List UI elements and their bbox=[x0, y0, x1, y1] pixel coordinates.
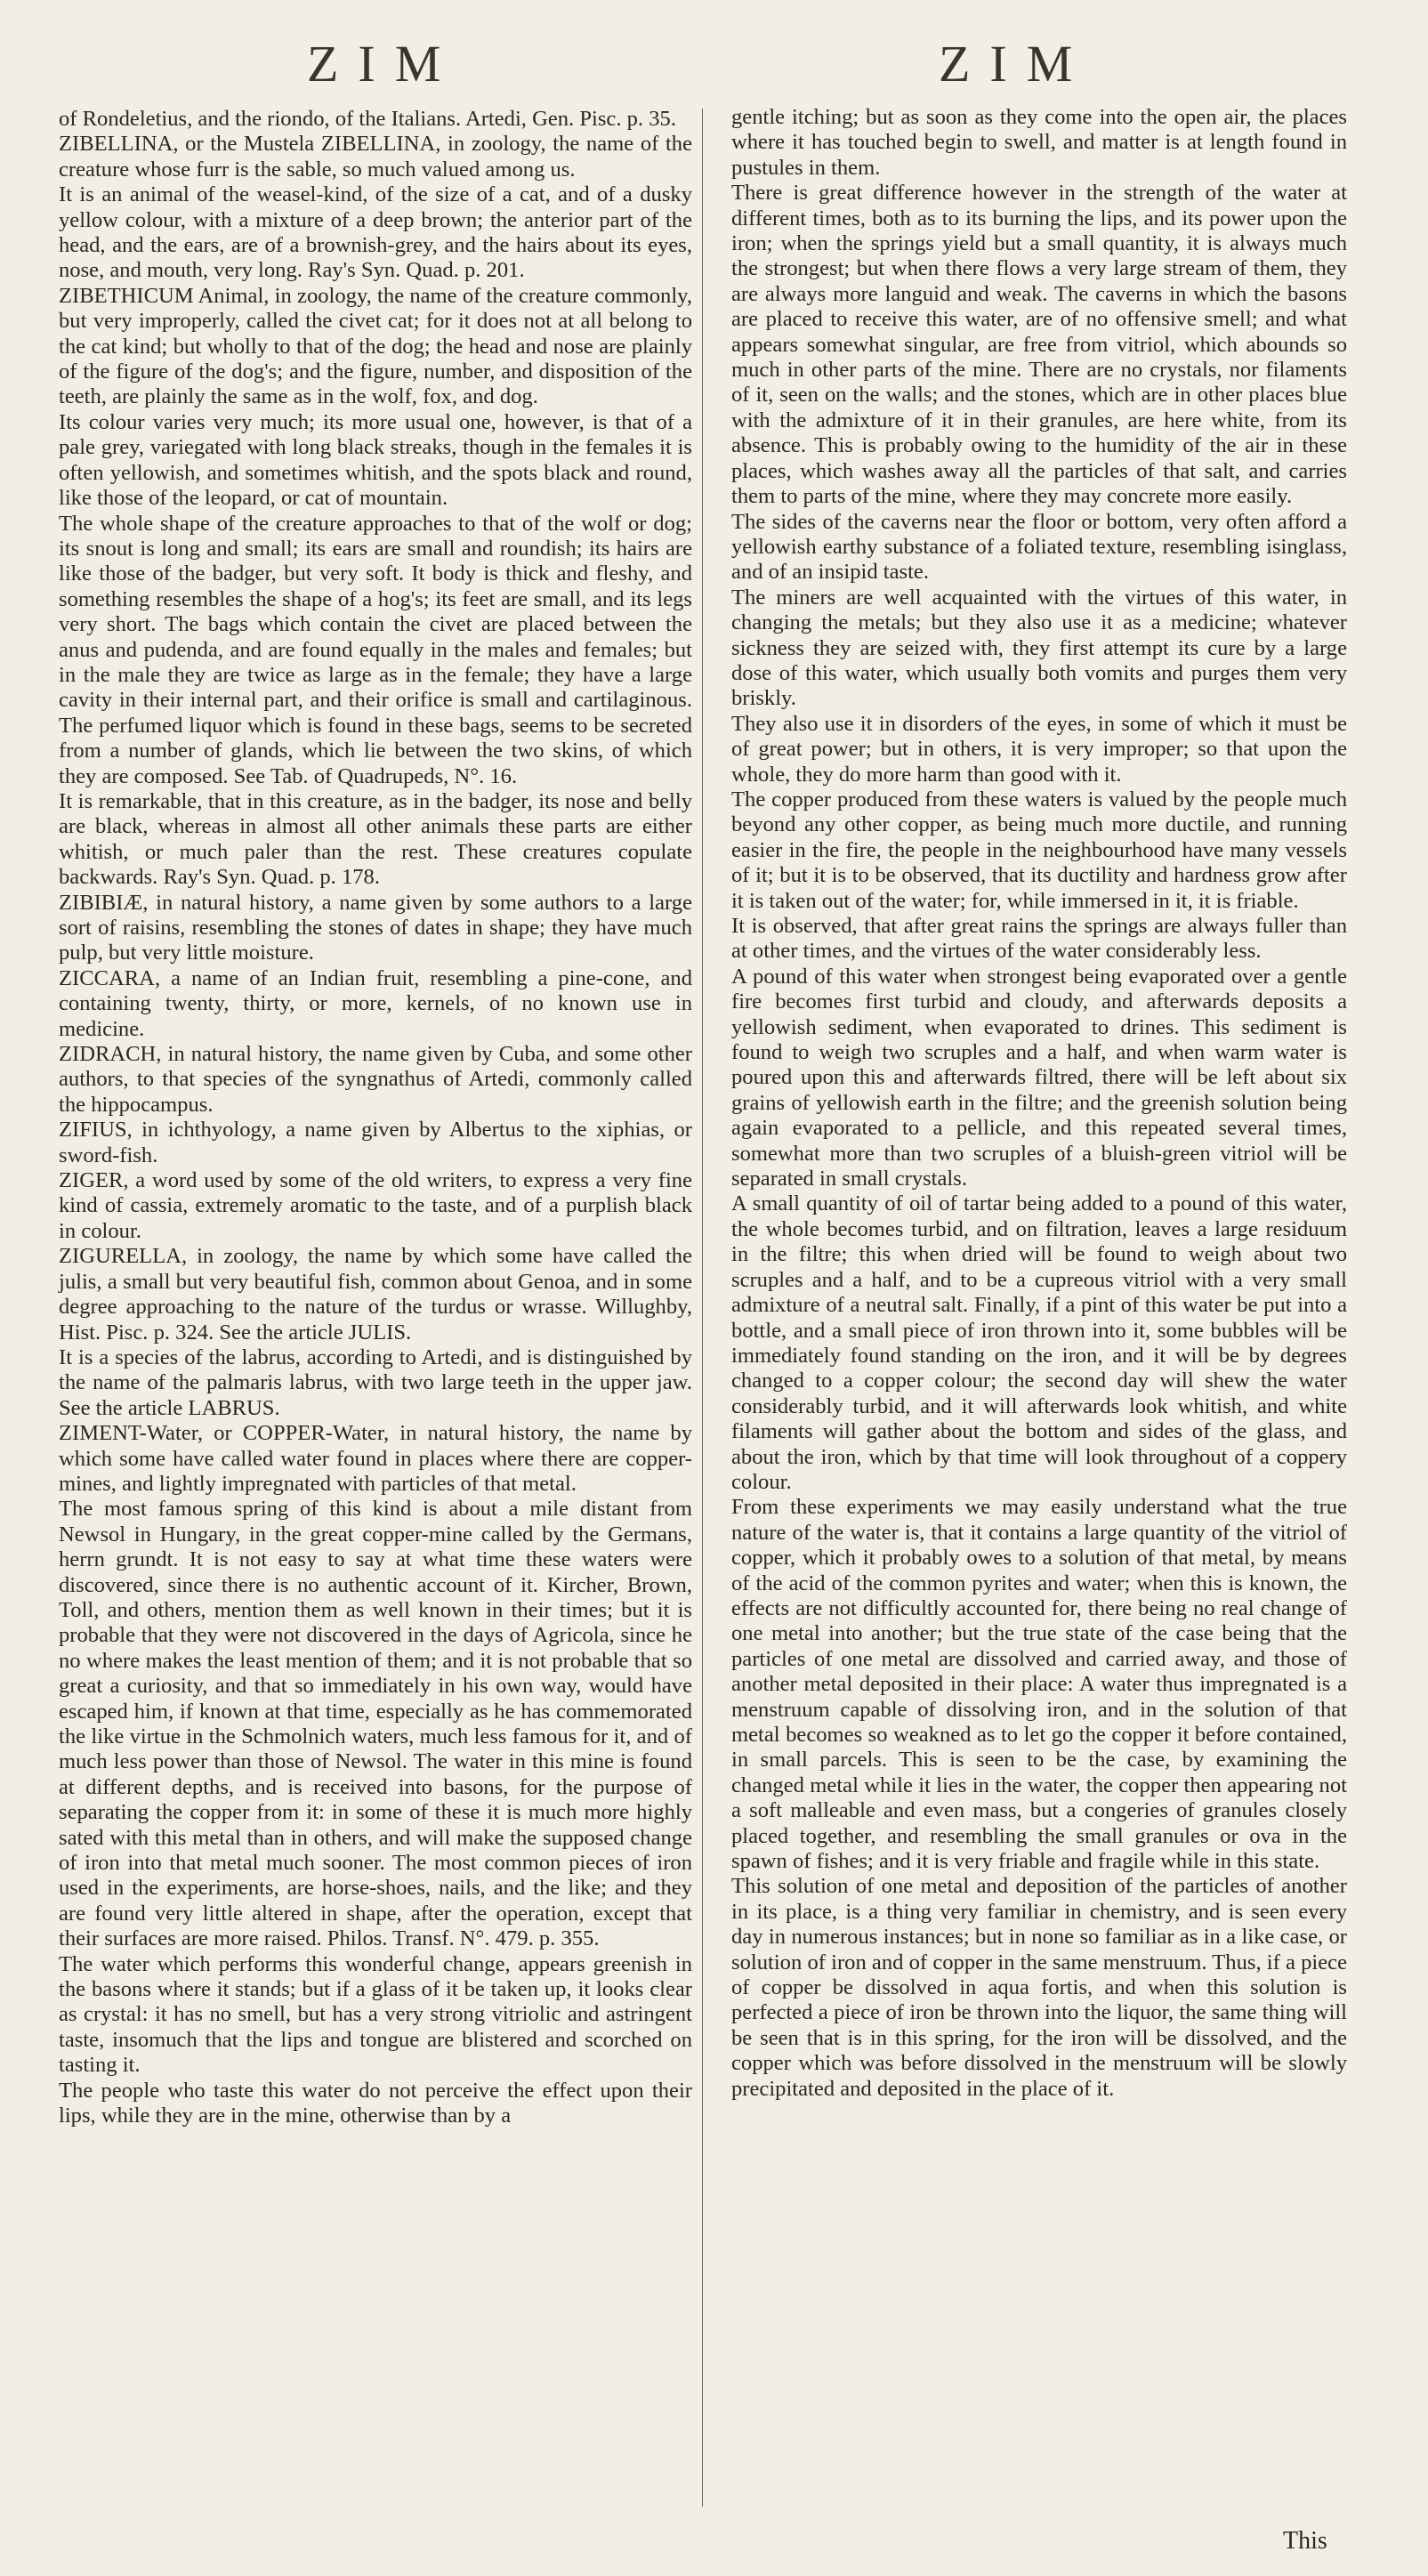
paragraph: It is remarkable, that in this creature, as in the badger, its nose and belly are black, whereas in almost all other animals these parts are either whitish, or much paler than the rest. These creatures copulate backwards. Ray's Syn. Quad. p. 178. bbox=[59, 788, 692, 890]
paragraph: It is a species of the labrus, according to Artedi, and is distinguished by the name of the palmaris labrus, with two large teeth in the upper jaw. See the article LABRUS. bbox=[59, 1345, 692, 1420]
paragraph: From these experiments we may easily understand what the true nature of the water is, that it contains a large quantity of the vitriol of copper, which it probably owes to a solution of that metal, by means of the acid of the common pyrites and water; when this is known, the effects are not difficultly accounted for, there being no real change of one metal into another; but the true state of the case being that the particles of one metal are dissolved and carried away, and those of another metal deposited in their place: A water thus impregnated is a menstruum capable of dissolving iron, and in the solution of that metal becomes so weakned as to let go the copper it before contained, in small parcels. This is seen to be the case, by examining the changed metal while it lies in the water, the copper then appearing not a soft malleable and even mass, but a congeries of granules closely placed together, and resembling the small granules or ova in the spawn of fishes; and it is very friable and fragile while in this state. bbox=[731, 1495, 1347, 1874]
paragraph: The water which performs this wonderful change, appears greenish in the basons where it stands; but if a glass of it be taken up, it looks clear as crystal: it has no smell, but has a very strong vitriolic and astringent taste, insomuch that the lips and tongue are blistered and scorched on tasting it. bbox=[59, 1951, 692, 2078]
paragraph: There is great difference however in the strength of the water at different times, both as to its burning the lips, and its power upon the iron; when the springs yield but a small quantity, it is always much the strongest; but when there flows a very large stream of them, they are always more languid and weak. The caverns in which the basons are placed to receive this water, are of no offensive smell; and what appears somewhat singular, are free from vitriol, which abounds so much in other parts of the mine. There are no crystals, nor filaments of it, seen on the walls; and the stones, which are in other places blue with the admixture of it in their granules, are here white, from its absence. This is probably owing to the humidity of the air in these places, which washes away all the particles of that salt, and carries them to parts of the mine, where they may concrete more easily. bbox=[731, 181, 1347, 509]
paragraph: The miners are well acquainted with the virtues of this water, in changing the metals; but they also use it as a medicine; whatever sickness they are seized with, they first attempt its cure by a large dose of this water, which usually both vomits and purges them very briskly. bbox=[731, 585, 1347, 711]
paragraph: It is observed, that after great rains the springs are always fuller than at other times, and the virtues of the water considerably less. bbox=[731, 914, 1347, 964]
entry-ziger: ZIGER, a word used by some of the old writers, to express a very fine kind of cassia, extremely aromatic to the taste, and of a purplish black in colour. bbox=[59, 1168, 692, 1243]
entry-zifius: ZIFIUS, in ichthyology, a name given by Albertus to the xiphias, or sword-fish. bbox=[59, 1118, 692, 1167]
running-head-left: ZIM bbox=[307, 35, 461, 93]
paragraph: A small quantity of oil of tartar being added to a pound of this water, the whole becomes turbid, and on filtration, leaves a large residuum in the filtre; this when dried will be found to weigh about two scruples and a half, and to be a cupreous vitriol with a very small admixture of a neutral salt. Finally, if a pint of this water be put into a bottle, and a small piece of iron thrown into it, some bubbles will be immediately found standing on the iron, and it will be by degrees changed to a copper colour; the second day will shew the water considerably turbid, and it will afterwards look whitish, and white filaments will gather about the bottom and sides of the glass, and about the iron, which by that time will look throughout of a coppery colour. bbox=[731, 1191, 1347, 1494]
paragraph: Its colour varies very much; its more usual one, however, is that of a pale grey, variegated with long black streaks, though in the females it is often yellowish, and sometimes whitish, and the spots black and round, like those of the leopard, or cat of mountain. bbox=[59, 409, 692, 511]
entry-ziccara: ZICCARA, a name of an Indian fruit, resembling a pine-cone, and containing twenty, thirty, or more, kernels, of no known use in medicine. bbox=[59, 965, 692, 1041]
left-column bbox=[59, 107, 692, 2129]
entry-zibellina: ZIBELLINA, or the Mustela ZIBELLINA, in zoology, the name of the creature whose furr is the sable, so much valued among us. bbox=[59, 132, 692, 182]
paragraph: This solution of one metal and deposition of the particles of another in its place, is a thing very familiar in chemistry, and is seen every day in numerous instances; but in none so familiar as in a like case, or solution of iron and of copper in the same menstruum. Thus, if a piece of copper be dissolved in aqua fortis, and when this solution is perfected a piece of iron be thrown into the liquor, the same thing will be seen that is in this spring, for the iron will be dissolved, and the copper which was before dissolved in the menstruum will be slowly precipitated and deposited in the place of it. bbox=[731, 1874, 1347, 2101]
entry-ziment-water: ZIMENT-Water, or COPPER-Water, in natural history, the name by which some have called water found in places where there are copper-mines, and lightly impregnated with particles of that metal. bbox=[59, 1421, 692, 1496]
right-column bbox=[731, 105, 1347, 2102]
entry-zibethicum: ZIBETHICUM Animal, in zoology, the name of the creature commonly, but very improperly, called the civet cat; for it does not at all belong to the cat kind; but wholly to that of the dog; the head and nose are plainly of the figure of the dog's; and the figure, number, and disposition of the teeth, are plainly the same as in the wolf, fox, and dog. bbox=[59, 283, 692, 409]
paragraph: They also use it in disorders of the eyes, in some of which it must be of great power; but in others, it is very improper; so that upon the whole, they do more harm than good with it. bbox=[731, 711, 1347, 787]
paragraph: It is an animal of the weasel-kind, of the size of a cat, and of a dusky yellow colour, with a mixture of a deep brown; the anterior part of the head, and the ears, are of a brownish-grey, and the hairs about its eyes, nose, and mouth, very long. Ray's Syn. Quad. p. 201. bbox=[59, 182, 692, 283]
running-head-right: ZIM bbox=[939, 35, 1093, 93]
paragraph: The sides of the caverns near the floor or bottom, very often afford a yellowish earthy substance of a foliated texture, resembling isinglass, and of an insipid taste. bbox=[731, 509, 1347, 585]
entry-zigurella: ZIGURELLA, in zoology, the name by which some have called the julis, a small but very beautiful fish, common about Genoa, and in some degree approaching to the nature of the turdus or wrasse. Willughby, Hist. Pisc. p. 324. See the article JULIS. bbox=[59, 1244, 692, 1345]
column-divider bbox=[702, 109, 703, 2507]
catchword: This bbox=[1283, 2527, 1327, 2555]
paragraph: The most famous spring of this kind is about a mile distant from Newsol in Hungary, in the great copper-mine called by the Germans, herrn grundt. It is not easy to say at what time these waters were discovered, since there is no authentic account of it. Kircher, Brown, Toll, and others, mention them as well known in their times; but it is probable that they were not discovered in the days of Agricola, since he no where makes the least mention of them; and it is not probable that so great a curiosity, and that so immediately in his own way, would have escaped him, if known at that time, especially as he has commemorated the like virtue in the Schmolnich waters, much less famous for it, and of much less power than those of Newsol. The water in this mine is found at different depths, and is received into basons, for the purpose of separating the copper from it: in some of these it is much more highly sated with this metal than in others, and will make the supposed change of iron into that metal much sooner. The most common pieces of iron used in the experiments, are horse-shoes, nails, and the like; and they are found very little altered in shape, after the operation, except that their surfaces are more raised. Philos. Transf. N°. 479. p. 355. bbox=[59, 1497, 692, 1951]
entry-zidrach: ZIDRACH, in natural history, the name given by Cuba, and some other authors, to that species of the syngnathus of Artedi, commonly called the hippocampus. bbox=[59, 1042, 692, 1117]
entry-zibibiae: ZIBIBIÆ, in natural history, a name given by some authors to a large sort of raisins, resembling the stones of dates in shape; they have much pulp, but very little moisture. bbox=[59, 890, 692, 965]
paragraph: of Rondeletius, and the riondo, of the Italians. Artedi, Gen. Pisc. p. 35. bbox=[59, 107, 676, 131]
paragraph: The copper produced from these waters is valued by the people much beyond any other copper, as being much more ductile, and running easier in the fire, the people in the neighbourhood have many vessels of it; but it is to be observed, that its ductility and hardness grow after it is taken out of the water; for, while immersed in it, it is friable. bbox=[731, 787, 1347, 913]
paragraph: The people who taste this water do not perceive the effect upon their lips, while they are in the mine, otherwise than by a bbox=[59, 2078, 692, 2128]
paragraph: The whole shape of the creature approaches to that of the wolf or dog; its snout is long and small; its ears are small and roundish; its hairs are like those of the badger, but very soft. It body is thick and fleshy, and something resembles the shape of a hog's; its feet are small, and its legs very short. The bags which contain the civet are placed between the anus and pudenda, and are found equally in the males and females; but in the male they are twice as large as in the female; they have a large cavity in their internal part, and their orifice is small and cartilaginous. The perfumed liquor which is found in these bags, seems to be secreted from a number of glands, which lie between the two skins, of which they are composed. See Tab. of Quadrupeds, N°. 16. bbox=[59, 511, 692, 788]
paragraph: A pound of this water when strongest being evaporated over a gentle fire becomes first turbid and cloudy, and afterwards deposits a yellowish sediment, when evaporated to drines. This sediment is found to weigh two scruples and a half, and when warm water is poured upon this and afterwards filtred, there will be left about six grains of yellowish earth in the filtre; and the greenish solution being again evaporated to a pellicle, and this repeated several times, somewhat more than two scruples of a bluish-green vitriol will be separated in small crystals. bbox=[731, 964, 1347, 1191]
paragraph: gentle itching; but as soon as they come into the open air, the places where it has touched begin to swell, and matter is at length found in pustules in them. bbox=[731, 105, 1347, 180]
